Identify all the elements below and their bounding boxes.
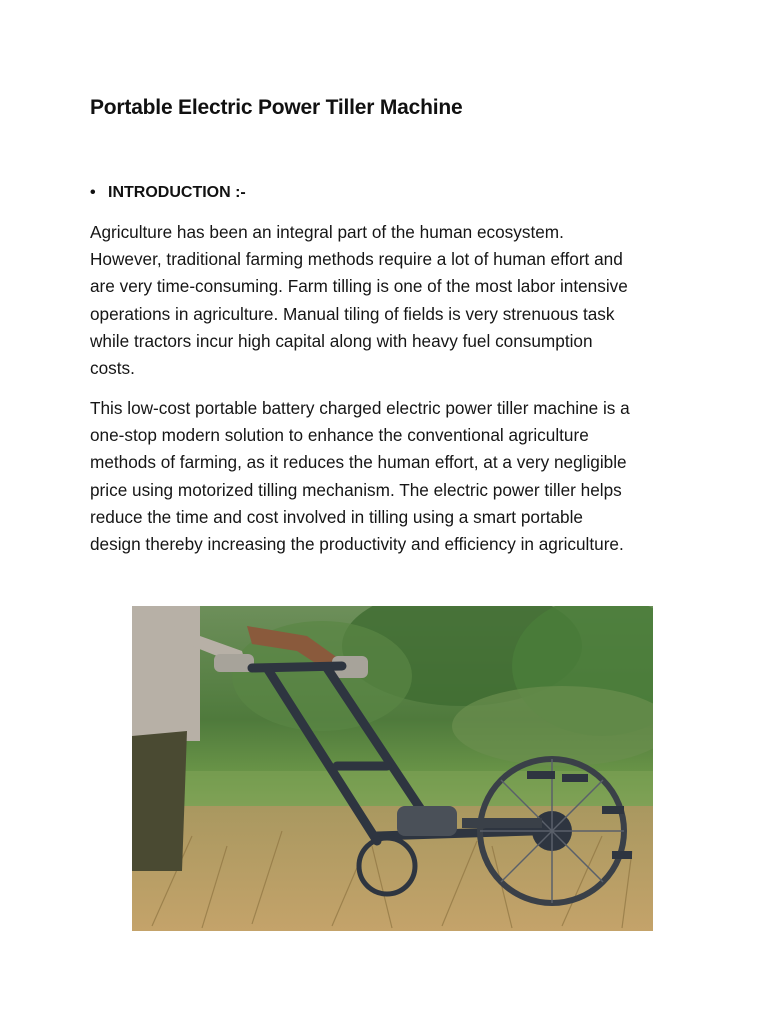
motor-housing <box>397 806 457 836</box>
shirt <box>132 606 200 741</box>
text-line: reduce the time and cost involved in tilling using a smart portable <box>90 506 583 527</box>
text-line: design thereby increasing the productivity and efficiency in agriculture. <box>90 534 624 555</box>
drive-chain <box>462 818 542 828</box>
text-line: while tractors incur high capital along with heavy fuel consumption <box>90 330 593 351</box>
intro-paragraph-1 <box>90 219 690 382</box>
text-line: one-stop modern solution to enhance the conventional agriculture <box>90 425 589 446</box>
text-line: are very time-consuming. Farm tilling is one of the most labor intensive <box>90 276 628 297</box>
text-line: methods of farming, as it reduces the human effort, at a very negligible <box>90 452 627 473</box>
section-heading <box>90 184 246 202</box>
bullet-icon: • <box>90 184 96 201</box>
straw-ground <box>132 806 653 931</box>
text-line: Agriculture has been an integral part of the human ecosystem. <box>90 222 564 242</box>
text-line: This low-cost portable battery charged electric power tiller machine is a <box>90 398 630 418</box>
pants <box>132 731 187 871</box>
page-title: Portable Electric Power Tiller Machine <box>90 96 463 119</box>
section-heading-text: INTRODUCTION :- <box>108 184 246 201</box>
text-line: price using motorized tilling mechanism. The electric power tiller helps <box>90 479 622 500</box>
tiller-photo <box>132 606 653 931</box>
intro-paragraph-2 <box>90 395 690 558</box>
text-line: operations in agriculture. Manual tiling of fields is very strenuous task <box>90 303 615 324</box>
text-line: However, traditional farming methods require a lot of human effort and <box>90 249 623 270</box>
text-line: costs. <box>90 358 135 379</box>
